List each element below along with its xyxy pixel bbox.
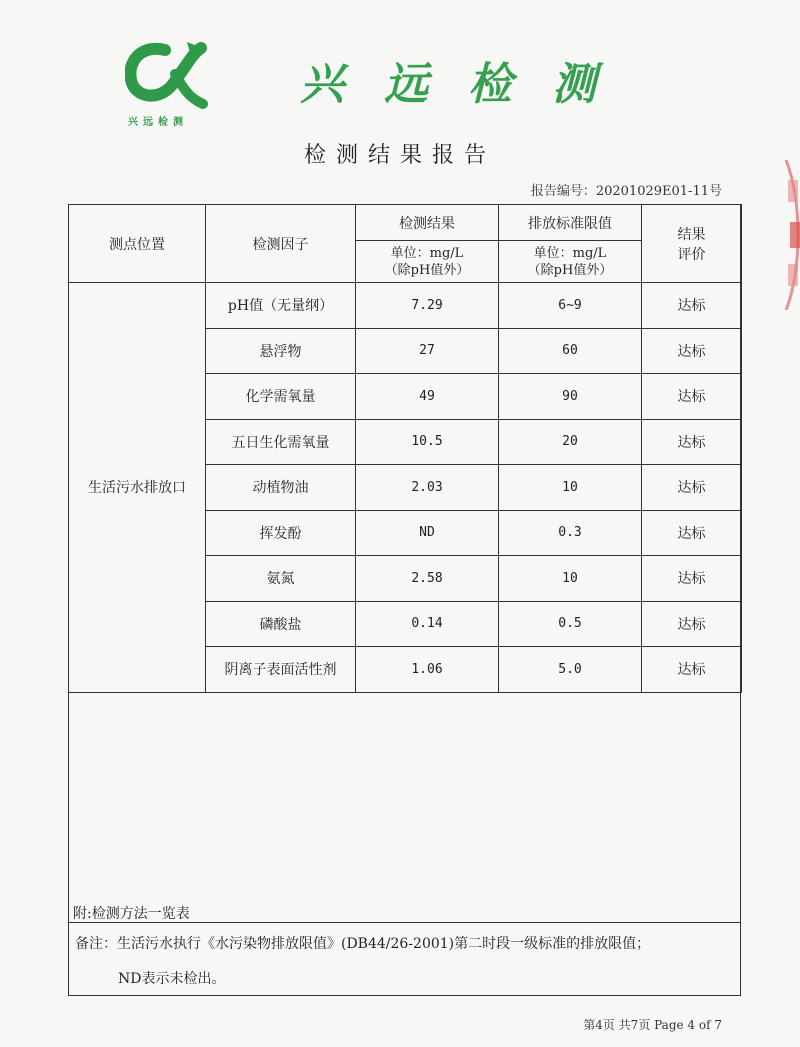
divider (68, 922, 741, 923)
eval-cell: 达标 (642, 556, 742, 602)
limit-cell: 20 (499, 419, 642, 465)
eval-cell: 达标 (642, 601, 742, 647)
col-header-location: 测点位置 (69, 205, 206, 283)
eval-cell: 达标 (642, 419, 742, 465)
result-unit-line2: （除pH值外） (384, 262, 470, 278)
factor-cell: 氨氮 (206, 556, 356, 602)
eval-cell: 达标 (642, 374, 742, 420)
results-table (68, 204, 742, 693)
red-seal-icon (780, 160, 800, 310)
col-header-eval (642, 205, 742, 283)
col-header-result: 检测结果 (356, 205, 499, 241)
result-unit-line1: 单位：mg/L (390, 245, 464, 261)
result-unit-cell (356, 241, 499, 283)
result-cell: 49 (356, 374, 499, 420)
logo-caption: 兴远检测 (128, 117, 188, 128)
limit-cell: 5.0 (499, 647, 642, 693)
limit-unit-line1: 单位：mg/L (533, 245, 607, 261)
limit-cell: 6~9 (499, 283, 642, 329)
limit-cell: 10 (499, 465, 642, 511)
eval-cell: 达标 (642, 328, 742, 374)
result-cell: ND (356, 510, 499, 556)
limit-cell: 10 (499, 556, 642, 602)
result-cell: 7.29 (356, 283, 499, 329)
location-cell: 生活污水排放口 (69, 283, 206, 693)
factor-cell: 阴离子表面活性剂 (206, 647, 356, 693)
col-header-factor: 检测因子 (206, 205, 356, 283)
factor-cell: 悬浮物 (206, 328, 356, 374)
remark-line-1: 备注：生活污水执行《水污染物排放限值》(DB44/26-2001)第二时段一级标准的排放限值； (75, 936, 651, 952)
factor-cell: 动植物油 (206, 465, 356, 511)
factor-cell: 化学需氧量 (206, 374, 356, 420)
remark-line-2: ND表示未检出。 (118, 971, 226, 987)
eval-cell: 达标 (642, 510, 742, 556)
page-footer: 第4页 共7页 Page 4 of 7 (583, 1018, 722, 1032)
col-header-limit: 排放标准限值 (499, 205, 642, 241)
limit-unit-line2: （除pH值外） (527, 262, 613, 278)
eval-cell: 达标 (642, 283, 742, 329)
company-logo-icon (125, 38, 209, 110)
limit-cell: 90 (499, 374, 642, 420)
eval-cell: 达标 (642, 647, 742, 693)
result-cell: 1.06 (356, 647, 499, 693)
table-row (69, 283, 742, 329)
factor-cell: 挥发酚 (206, 510, 356, 556)
appendix-link: 附:检测方法一览表 (73, 906, 190, 922)
eval-cell: 达标 (642, 465, 742, 511)
factor-cell: 磷酸盐 (206, 601, 356, 647)
eval-header-line1: 结果 (677, 226, 706, 243)
report-number: 报告编号：20201029E01-11号 (530, 184, 722, 199)
result-cell: 2.58 (356, 556, 499, 602)
factor-cell: 五日生化需氧量 (206, 419, 356, 465)
page-title: 检测结果报告 (303, 143, 496, 168)
factor-cell: pH值（无量纲） (206, 283, 356, 329)
eval-header-line2: 评价 (677, 246, 706, 263)
limit-unit-cell (499, 241, 642, 283)
result-cell: 10.5 (356, 419, 499, 465)
result-cell: 27 (356, 328, 499, 374)
brand-name: 兴远检测 (300, 59, 636, 110)
result-cell: 2.03 (356, 465, 499, 511)
limit-cell: 60 (499, 328, 642, 374)
result-cell: 0.14 (356, 601, 499, 647)
limit-cell: 0.3 (499, 510, 642, 556)
limit-cell: 0.5 (499, 601, 642, 647)
